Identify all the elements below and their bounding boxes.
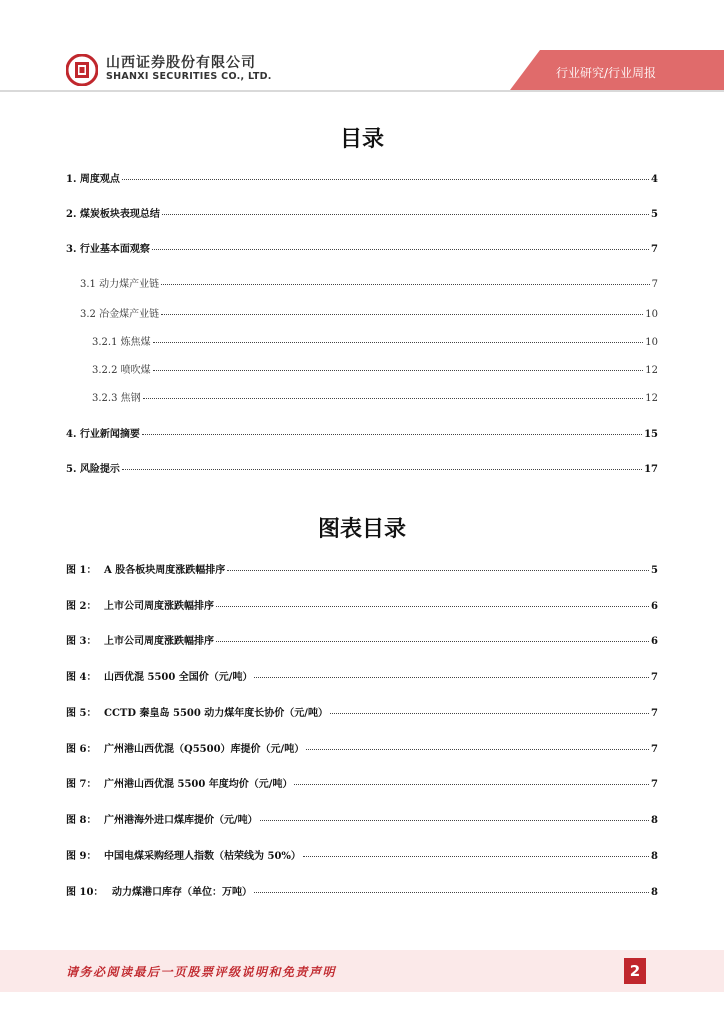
toc-item-page: 7 [651,279,658,290]
dot-leader [162,214,649,215]
figure-item[interactable] [66,775,658,790]
figure-page: 7 [651,672,658,683]
figure-page: 8 [651,851,658,862]
toc-item-label: 2. 煤炭板块表现总结 [66,209,160,220]
figure-item[interactable] [66,561,658,576]
figure-label: 动力煤港口库存（单位：万吨） [112,887,252,898]
dot-leader [143,398,644,399]
figure-label: A 股各板块周度涨跌幅排序 [104,565,226,576]
dot-leader [216,641,649,642]
figure-number: 图 3： [66,636,97,647]
toc-item-page: 7 [651,244,658,255]
figures-title: 图表目录 [317,517,406,542]
dot-leader [254,892,649,893]
figure-page: 8 [651,815,658,826]
toc-item[interactable] [66,170,658,185]
toc-item-label: 3.2.1 炼焦煤 [92,337,151,348]
company-name-cn: 山西证券股份有限公司 [106,55,256,71]
page-header [0,0,724,100]
dot-leader [254,677,649,678]
toc-item-label: 3. 行业基本面观察 [66,244,150,255]
figure-label: CCTD 秦皇岛 5500 动力煤年度长协价（元/吨） [104,708,328,719]
figure-label: 上市公司周度涨跌幅排序 [104,601,214,612]
dot-leader [294,784,649,785]
figure-number: 图 5： [66,708,97,719]
toc-item-label: 3.2.3 焦钢 [92,393,141,404]
toc-item-page: 12 [645,393,658,404]
figure-number: 图 10： [66,887,104,898]
dot-leader [161,314,643,315]
figure-number: 图 1： [66,565,97,576]
figure-item[interactable] [66,597,658,612]
figure-number: 图 9： [66,851,97,862]
figure-item[interactable] [66,740,658,755]
toc-item-page: 12 [645,365,658,376]
dot-leader [122,469,642,470]
toc-item-label: 3.1 动力煤产业链 [80,279,160,290]
toc-item-page: 4 [651,174,658,185]
figure-label: 广州港山西优混 5500 年度均价（元/吨） [104,779,293,790]
dot-leader [153,370,644,371]
toc-item[interactable] [66,460,658,475]
figure-page: 7 [651,708,658,719]
figure-label: 广州港山西优混（Q5500）库提价（元/吨） [104,744,305,755]
toc-item-label: 4. 行业新闻摘要 [66,429,140,440]
dot-leader [142,434,642,435]
toc-item-page: 10 [645,309,658,320]
figure-label: 上市公司周度涨跌幅排序 [104,636,214,647]
disclaimer-link[interactable]: 请务必阅读最后一页股票评级说明和免责声明 [66,965,337,979]
dot-leader [153,342,644,343]
figure-page: 8 [651,887,658,898]
dot-leader [152,249,649,250]
figure-number: 图 8： [66,815,97,826]
figure-item[interactable] [66,704,658,719]
figure-label: 广州港海外进口煤库提价（元/吨） [104,815,258,826]
toc-item-label: 3.2.2 喷吹煤 [92,365,151,376]
figure-number: 图 2： [66,601,97,612]
toc-item[interactable] [66,205,658,220]
figure-page: 6 [651,636,658,647]
page-number: 2 [624,958,646,984]
figure-number: 图 7： [66,779,97,790]
dot-leader [303,856,649,857]
figure-page: 7 [651,744,658,755]
dot-leader [122,179,649,180]
toc-item-page: 5 [651,209,658,220]
dot-leader [161,284,650,285]
figure-number: 图 4： [66,672,97,683]
toc-item[interactable] [92,333,658,348]
figure-item[interactable] [66,883,658,898]
toc-item-label: 5. 风险提示 [66,464,120,475]
dot-leader [260,820,649,821]
dot-leader [306,749,649,750]
toc-item-page: 10 [645,337,658,348]
figure-item[interactable] [66,811,658,826]
figure-number: 图 6： [66,744,97,755]
company-logo-icon [66,54,98,86]
dot-leader [227,570,649,571]
header-divider [0,90,724,92]
toc-item[interactable] [80,305,658,320]
figure-item[interactable] [66,847,658,862]
company-name-en: SHANXI SECURITIES CO., LTD. [106,71,272,82]
figure-page: 6 [651,601,658,612]
toc-item-page: 17 [644,464,658,475]
toc-item-label: 3.2 冶金煤产业链 [80,309,160,320]
toc-item[interactable] [66,240,658,255]
toc-item-page: 15 [644,429,658,440]
figure-item[interactable] [66,668,658,683]
figure-item[interactable] [66,632,658,647]
figure-page: 7 [651,779,658,790]
toc-title: 目录 [339,127,384,152]
toc-item-label: 1. 周度观点 [66,174,120,185]
figure-page: 5 [651,565,658,576]
dot-leader [330,713,649,714]
toc-item[interactable] [80,275,658,290]
dot-leader [216,606,649,607]
figure-label: 山西优混 5500 全国价（元/吨） [104,672,253,683]
toc-item[interactable] [92,361,658,376]
toc-item[interactable] [66,425,658,440]
toc-item[interactable] [92,389,658,404]
figure-label: 中国电煤采购经理人指数（枯荣线为 50%） [104,851,301,862]
report-category: 行业研究/行业周报 [556,66,657,80]
